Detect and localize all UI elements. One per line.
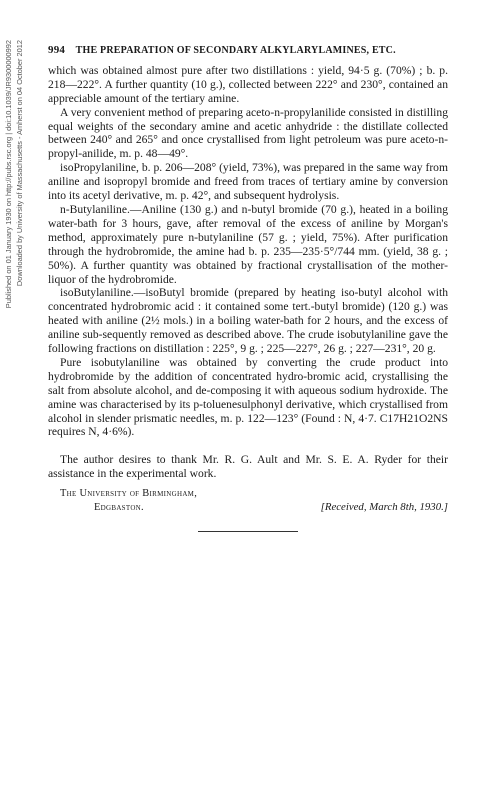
- paragraph-continuation: which was obtained almost pure after two distillations : yield, 94·5 g. (70%) ; b. p. 218—222°. A further quantity (10 g.), collected between 222° and 230°, contained an appreciable amount of the tertiary amine.: [48, 63, 448, 105]
- publication-info: Published on 01 January 1930 on http://pubs.rsc.org | doi:10.1039/JR9300000992: [4, 40, 13, 309]
- download-info: Downloaded by University of Massachusetts - Amherst on 04 October 2012: [15, 40, 24, 287]
- institution-name: The University of Birmingham,: [60, 488, 198, 500]
- institution-city: Edgbaston.: [94, 502, 144, 514]
- running-title: THE PREPARATION OF SECONDARY ALKYLARYLAMINES, ETC.: [75, 45, 396, 56]
- paragraph-pure-isobutylaniline: Pure isobutylaniline was obtained by converting the crude product into hydrobromide by the addition of concentrated hydro-bromic acid, crystallising the salt from absolute alcohol, and de-composing it with aqueous sodium hydroxide. The amine was characterised by its p-toluenesulphonyl derivative, which crystallised from alcohol in slender prismatic needles, m. p. 122—123° (Found : N, 4·7. C17H21O2NS requires N, 4·6%).: [48, 355, 448, 439]
- paragraph-n-butylaniline: n-Butylaniline.—Aniline (130 g.) and n-butyl bromide (70 g.), heated in a boiling water-bath for 3 hours, gave, after removal of the excess of aniline by Morgan's method, approximately pure n-butylaniline (57 g. ; yield, 75%). After purification through the hydrobromide, the amine had b. p. 235—235·5°/744 mm. (yield, 38 g. ; 50%). A further quantity was obtained by fractional crystallisation of the mother-liquor of the hydrobromide.: [48, 202, 448, 286]
- paragraph-isopropylaniline: isoPropylaniline, b. p. 206—208° (yield, 73%), was prepared in the same way from aniline and isopropyl bromide and freed from traces of tertiary amine by conversion into its acetyl derivative, m. p. 42°, and subsequent hydrolysis.: [48, 161, 448, 203]
- running-header: [48, 44, 448, 58]
- affiliation-block: [48, 487, 448, 515]
- end-rule: [198, 531, 298, 532]
- paragraph-isobutylaniline: isoButylaniline.—isoButyl bromide (prepared by heating iso-butyl alcohol with concentrated hydrobromic acid : it contained some tert.-butyl bromide) (120 g.) was heated with aniline (2½ mols.) in a boiling water-bath for 2 hours, and the excess of aniline sub-sequently removed as described above. The crude isobutylaniline gave the following fractions on distillation : 225°, 9 g. ; 225—227°, 26 g. ; 227—231°, 20 g.: [48, 286, 448, 356]
- page-number: 994: [48, 44, 66, 56]
- paragraph-aceto-propylanilide: A very convenient method of preparing aceto-n-propylanilide consisted in distilling equal weights of the secondary amine and acetic anhydride : the distillate collected between 240° and 265° and once crystallised from light petroleum was pure aceto-n-propyl-anilide, m. p. 48—49°.: [48, 105, 448, 161]
- received-date: [Received, March 8th, 1930.]: [320, 501, 448, 514]
- journal-page: [48, 44, 448, 532]
- acknowledgement: The author desires to thank Mr. R. G. Ault and Mr. S. E. A. Ryder for their assistance in the experimental work.: [48, 453, 448, 481]
- download-watermark: [2, 40, 28, 470]
